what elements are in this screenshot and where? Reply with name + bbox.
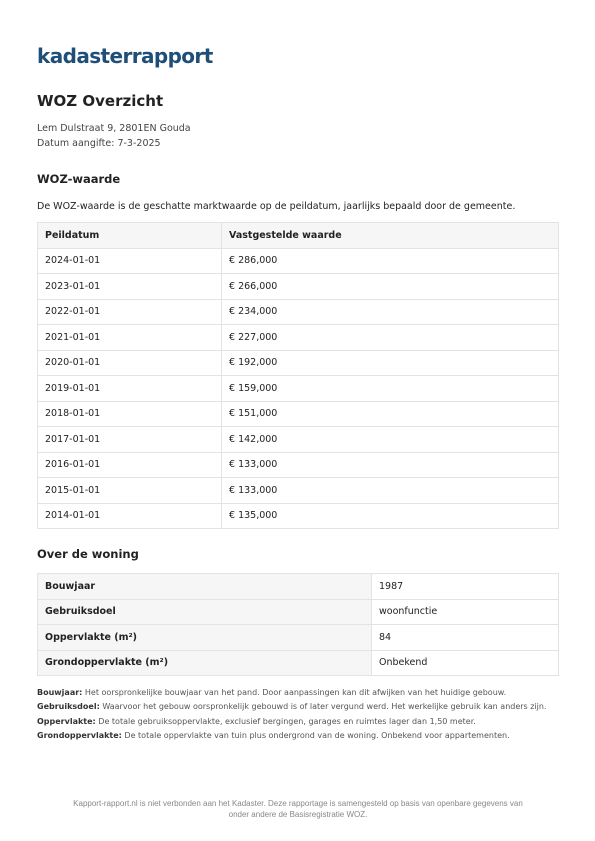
waarde-cell: € 159,000 [222,376,559,402]
table-row [38,625,559,651]
peildatum-cell: 2017-01-01 [38,427,222,453]
woz-table [37,222,559,529]
definition-term: Oppervlakte: [37,716,96,726]
waarde-cell: € 266,000 [222,274,559,300]
woz-heading: WOZ-waarde [37,172,121,186]
table-row [38,574,559,600]
definition-term: Bouwjaar: [37,688,83,697]
definitions-notes [37,686,562,743]
property-label: Gebruiksdoel [38,599,372,625]
table-row [38,427,559,453]
woz-intro: De WOZ-waarde is de geschatte marktwaarde op de peildatum, jaarlijks bepaald door de gemeente. [37,201,516,212]
definition-term: Grondoppervlakte: [37,730,122,740]
property-label: Bouwjaar [38,574,372,600]
definition-note [37,729,562,743]
waarde-cell: € 133,000 [222,452,559,478]
logo: kadasterrapport [37,44,213,68]
definition-text: De totale gebruiksoppervlakte, exclusief bergingen, garages en ruimtes lager dan 1,50 meter. [95,716,476,726]
woning-table [37,573,559,676]
waarde-cell: € 133,000 [222,478,559,504]
definition-term: Gebruiksdoel: [37,702,100,712]
property-value: 84 [372,625,559,651]
peildatum-cell: 2020-01-01 [38,350,222,376]
table-row [38,401,559,427]
table-row [38,325,559,351]
property-value: woonfunctie [372,599,559,625]
peildatum-cell: 2024-01-01 [38,248,222,274]
peildatum-cell: 2018-01-01 [38,401,222,427]
table-row [38,248,559,274]
peildatum-cell: 2023-01-01 [38,274,222,300]
definition-note [37,700,562,714]
peildatum-cell: 2014-01-01 [38,503,222,529]
table-row [38,274,559,300]
waarde-cell: € 286,000 [222,248,559,274]
waarde-cell: € 192,000 [222,350,559,376]
table-header-row [38,223,559,249]
table-row [38,503,559,529]
footer-line-1: Kapport-rapport.nl is niet verbonden aan het Kadaster. Deze rapportage is samengesteld op basis van openbare gegevens van [73,799,523,808]
peildatum-cell: 2015-01-01 [38,478,222,504]
woning-heading: Over de woning [37,547,139,561]
waarde-cell: € 142,000 [222,427,559,453]
peildatum-cell: 2022-01-01 [38,299,222,325]
peildatum-cell: 2019-01-01 [38,376,222,402]
address: Lem Dulstraat 9, 2801EN Gouda [37,123,191,134]
table-row [38,350,559,376]
peildatum-cell: 2021-01-01 [38,325,222,351]
property-label: Grondoppervlakte (m²) [38,650,372,676]
table-row [38,650,559,676]
definition-text: Het oorspronkelijke bouwjaar van het pand. Door aanpassingen kan dit afwijken van het huidige gebouw. [82,688,507,697]
table-row [38,452,559,478]
property-value: Onbekend [372,650,559,676]
definition-note [37,686,562,700]
peildatum-cell: 2016-01-01 [38,452,222,478]
waarde-cell: € 227,000 [222,325,559,351]
definition-note [37,715,562,729]
table-row [38,599,559,625]
definition-text: Waarvoor het gebouw oorspronkelijk gebouwd is of later vergund werd. Het werkelijke gebruik kan anders zijn. [99,702,547,712]
waarde-cell: € 234,000 [222,299,559,325]
column-header-waarde: Vastgestelde waarde [222,223,559,249]
submission-date: Datum aangifte: 7-3-2025 [37,138,161,149]
page-title: WOZ Overzicht [37,92,164,110]
table-row [38,478,559,504]
property-value: 1987 [372,574,559,600]
woning-table-body [38,574,559,676]
waarde-cell: € 151,000 [222,401,559,427]
table-row [38,376,559,402]
definition-text: De totale oppervlakte van tuin plus ondergrond van de woning. Onbekend voor appartementen. [121,730,510,740]
woz-table-body [38,248,559,529]
property-label: Oppervlakte (m²) [38,625,372,651]
column-header-peildatum: Peildatum [38,223,222,249]
footer-line-2: onder andere de Basisregistratie WOZ. [228,810,368,819]
footer-disclaimer [37,798,559,820]
waarde-cell: € 135,000 [222,503,559,529]
table-row [38,299,559,325]
